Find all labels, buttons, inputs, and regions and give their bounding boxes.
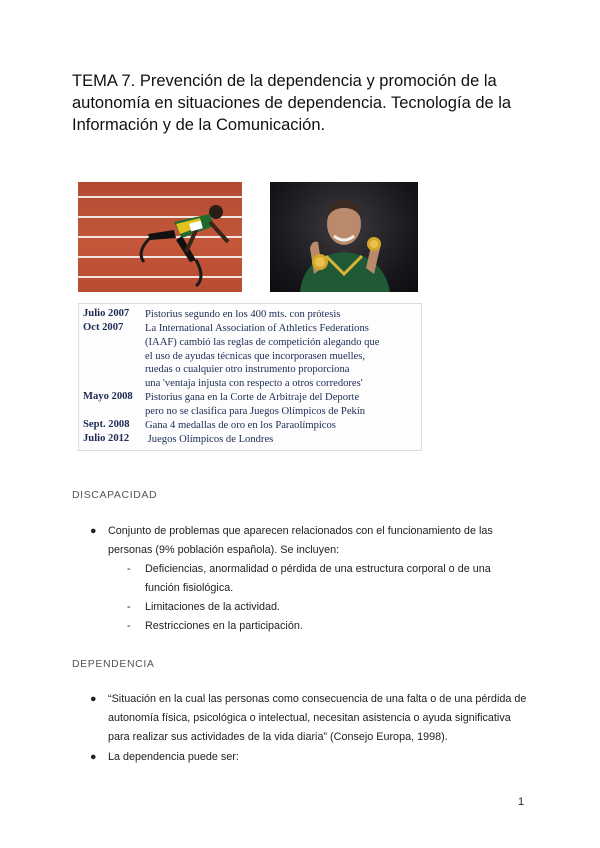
timeline-text: Pistorius segundo en los 400 mts. con prótesis — [145, 309, 341, 320]
bullet-text: La dependencia puede ser: — [108, 751, 239, 763]
dash-icon: - — [127, 620, 131, 632]
timeline-date: Oct 2007 — [83, 322, 124, 333]
sub-item-text: Deficiencias, anormalidad o pérdida de una estructura corporal o de una función fisiológica. — [145, 563, 491, 594]
page-number: 1 — [518, 796, 525, 808]
sub-item-text: Restricciones en la participación. — [145, 620, 303, 632]
dash-icon: - — [127, 563, 131, 575]
timeline-row — [83, 308, 417, 322]
bullet-text: Conjunto de problemas que aparecen relacionados con el funcionamiento de las personas (9% población española). Se incluyen: — [108, 525, 493, 556]
timeline-text: el uso de ayudas técnicas que incorporasen muelles, — [145, 350, 366, 362]
timeline-text: pero no se clasifica para Juegos Olímpicos de Pekín — [145, 405, 366, 417]
timeline-date: Julio 2012 — [83, 433, 130, 444]
discapacidad-heading: DISCAPACIDAD — [72, 489, 158, 501]
timeline-text: (IAAF) cambió las reglas de competición alegando que — [145, 336, 380, 348]
bullet-icon: ● — [90, 751, 97, 763]
timeline-row — [83, 433, 417, 447]
timeline-text: ruedas o cualquier otro instrumento proporciona — [145, 364, 350, 376]
timeline-date: Sept. 2008 — [83, 419, 130, 430]
dash-icon: - — [127, 601, 131, 613]
dependencia-heading: DEPENDENCIA — [72, 658, 155, 670]
page-title: TEMA 7. Prevención de la dependencia y promoción de la autonomía en situaciones de dependencia. Tecnología de la Información y de la Comunicación. — [72, 72, 512, 134]
timeline-text: Pistorius gana en la Corte de Arbitraje del Deporte — [145, 392, 360, 403]
timeline-text: La International Association of Athletics Federations — [145, 323, 369, 334]
timeline-date: Mayo 2008 — [83, 391, 133, 402]
sub-item-text: Limitaciones de la actividad. — [145, 601, 281, 613]
bullet-icon: ● — [90, 693, 97, 705]
bullet-text: “Situación en la cual las personas como consecuencia de una falta o de una pérdida de autonomía física, psicológica o intelectual, necesitan asistencia o ayuda significativa para realizar sus actividades de la vida diaria” (Consejo Europa, 1998). — [108, 693, 527, 743]
timeline-row — [83, 322, 417, 391]
timeline-date: Julio 2007 — [83, 308, 130, 319]
timeline-text: una 'ventaja injusta con respecto a otros corredores' — [145, 378, 363, 390]
pistorius-timeline — [78, 303, 422, 451]
athlete-medal-photo — [270, 182, 418, 292]
timeline-text: Juegos Olímpicos de Londres — [145, 434, 274, 445]
bullet-icon: ● — [90, 525, 97, 537]
timeline-row — [83, 391, 417, 419]
athlete-track-photo — [78, 182, 242, 292]
timeline-text: Gana 4 medallas de oro en los Paraolímpicos — [145, 420, 336, 431]
timeline-row — [83, 419, 417, 433]
